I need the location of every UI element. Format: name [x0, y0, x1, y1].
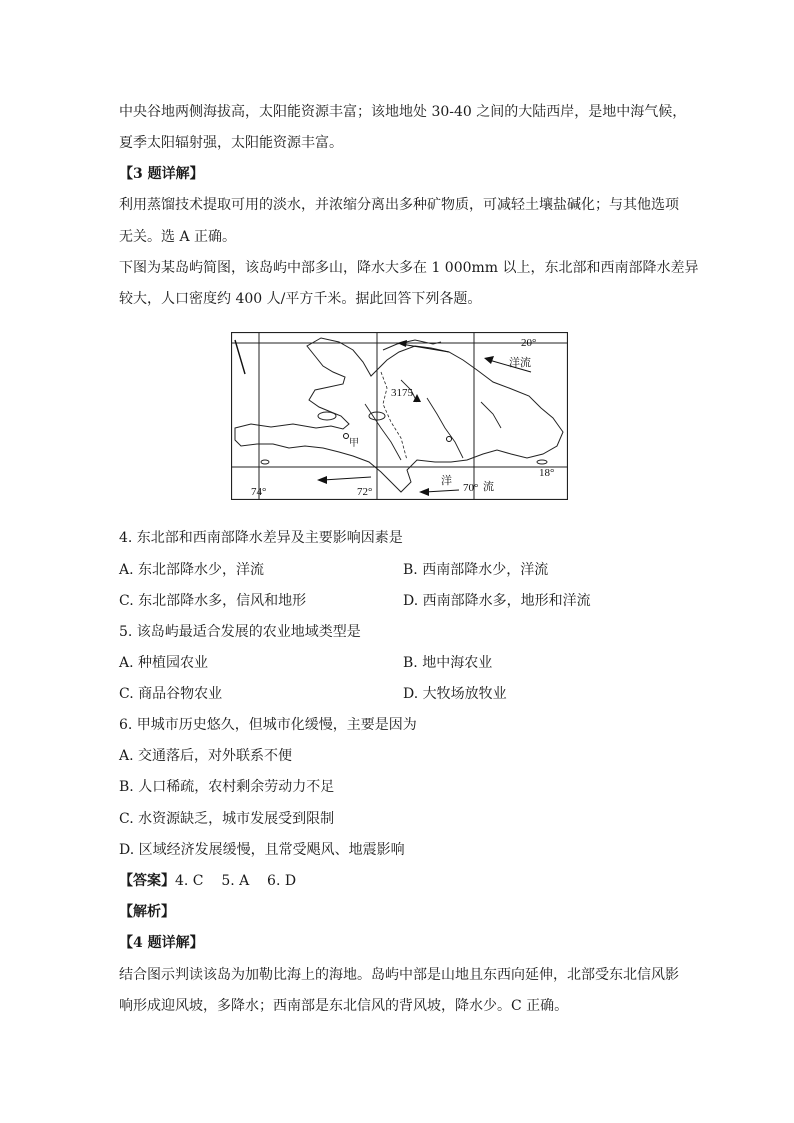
q4-detail-heading: 【4 题详解】	[119, 935, 204, 951]
text-line: 结合图示判读该岛为加勒比海上的海地。岛屿中部是山地且东西向延伸，北部受东北信风影	[119, 967, 679, 983]
question-6-stem: 6. 甲城市历史悠久，但城市化缓慢，主要是因为	[119, 717, 417, 733]
island-map	[231, 332, 568, 500]
current-label: 洋流	[509, 356, 531, 369]
option-c[interactable]: C. 东北部降水多，信风和地形	[119, 593, 307, 609]
option-d[interactable]: D. 大牧场放牧业	[403, 686, 507, 702]
analysis-label: 【解析】	[119, 904, 175, 920]
text-line: 响形成迎风坡，多降水；西南部是东北信风的背风坡，降水少。C 正确。	[119, 998, 569, 1014]
question-5-stem: 5. 该岛屿最适合发展的农业地域类型是	[119, 624, 361, 640]
city-label: 甲	[349, 438, 359, 449]
option-a[interactable]: A. 交通落后，对外联系不便	[119, 748, 293, 764]
option-d[interactable]: D. 西南部降水多，地形和洋流	[403, 593, 591, 609]
option-a[interactable]: A. 东北部降水少，洋流	[119, 562, 265, 578]
text-line: 夏季太阳辐射强，太阳能资源丰富。	[119, 135, 343, 151]
latitude-label: 20°	[521, 337, 537, 349]
longitude-label: 70°	[463, 482, 479, 494]
peak-elevation-label: 3175	[391, 387, 413, 399]
intro-line: 较大，人口密度约 400 人/平方千米。据此回答下列各题。	[119, 291, 482, 307]
option-d[interactable]: D. 区域经济发展缓慢，且常受飓风、地震影响	[119, 842, 405, 858]
option-b[interactable]: B. 地中海农业	[403, 655, 493, 671]
answer-row	[119, 871, 296, 891]
text-line: 利用蒸馏技术提取可用的淡水，并浓缩分离出多种矿物质，可减轻土壤盐碱化；与其他选项	[119, 197, 679, 213]
option-c[interactable]: C. 水资源缺乏，城市发展受到限制	[119, 811, 335, 827]
question-4-stem: 4. 东北部和西南部降水差异及主要影响因素是	[119, 530, 403, 546]
option-a[interactable]: A. 种植园农业	[119, 655, 209, 671]
longitude-label: 72°	[357, 486, 373, 498]
text-line: 无关。选 A 正确。	[119, 229, 237, 245]
latitude-label: 18°	[539, 467, 555, 479]
current-label: 洋	[441, 474, 452, 487]
option-c[interactable]: C. 商品谷物农业	[119, 686, 223, 702]
q3-detail-heading: 【3 题详解】	[119, 166, 204, 182]
answer-label: 【答案】	[119, 873, 175, 889]
text-line: 中央谷地两侧海拔高，太阳能资源丰富；该地地处 30-40 之间的大陆西岸，是地中海气候，	[119, 104, 687, 120]
current-label: 流	[483, 480, 494, 493]
answer-value: 4. C 5. A 6. D	[175, 873, 297, 889]
option-b[interactable]: B. 人口稀疏，农村剩余劳动力不足	[119, 779, 335, 795]
longitude-label: 74°	[251, 486, 267, 498]
intro-line: 下图为某岛屿简图，该岛屿中部多山，降水大多在 1 000mm 以上，东北部和西南部降水差异	[119, 260, 699, 276]
option-b[interactable]: B. 西南部降水少，洋流	[403, 562, 549, 578]
